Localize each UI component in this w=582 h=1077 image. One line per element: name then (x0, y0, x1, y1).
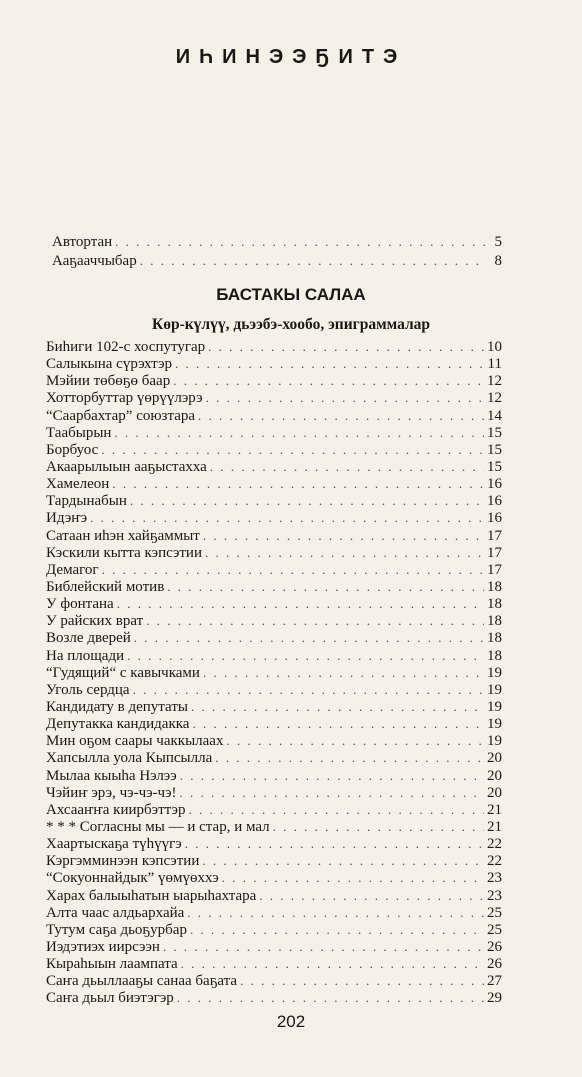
dot-leader (115, 233, 485, 250)
toc-entry-title: “Сокуоннайдык” үөмүөххэ (46, 870, 219, 887)
toc-entry (52, 252, 502, 271)
toc-entry (46, 749, 502, 766)
toc-entry-page: 22 (487, 853, 502, 870)
toc-entry-page: 16 (487, 510, 502, 527)
dot-leader (240, 972, 484, 989)
dot-leader (191, 698, 484, 715)
dot-leader (140, 252, 485, 269)
toc-entry-title: Кыраһыын лаампата (46, 956, 178, 973)
dot-leader (175, 355, 485, 372)
toc-entry (46, 664, 502, 681)
dot-leader (101, 441, 484, 458)
dot-leader (180, 784, 484, 801)
dot-leader (127, 647, 484, 664)
toc-entry-page: 16 (487, 476, 502, 493)
dot-leader (133, 681, 484, 698)
toc-entry (46, 989, 502, 1006)
toc-entry (46, 595, 502, 612)
toc-entry-page: 18 (487, 613, 502, 630)
toc-entry-title: На площади (46, 647, 125, 664)
toc-entry-title: Ааҕааччыбар (52, 253, 137, 269)
toc-entry (46, 338, 502, 355)
toc-entry-title: Мэйии төбөҕө баар (46, 373, 171, 390)
toc-entry-page: 20 (487, 767, 502, 784)
dot-leader (180, 767, 484, 784)
toc-entry-page: 18 (487, 630, 502, 647)
toc-entry (46, 458, 502, 475)
toc-entry (46, 561, 502, 578)
dot-leader (112, 475, 484, 492)
toc-entry (46, 972, 502, 989)
toc-entry-page: 17 (487, 527, 502, 544)
toc-entry-page: 20 (487, 750, 502, 767)
toc-entry-page: 11 (487, 356, 502, 373)
dot-leader (203, 664, 484, 681)
dot-leader (114, 424, 484, 441)
toc-entry (46, 475, 502, 492)
toc-entry-title: Депутакка кандидакка (46, 716, 190, 733)
toc-entry (46, 818, 502, 835)
toc-entry-page: 19 (487, 733, 502, 750)
toc-entry-page: 17 (487, 544, 502, 561)
toc-entry (46, 492, 502, 509)
dot-leader (187, 904, 484, 921)
dot-leader (117, 595, 484, 612)
toc-entry-page: 22 (487, 836, 502, 853)
toc-entry-title: Уголь сердца (46, 681, 130, 698)
dot-leader (173, 372, 484, 389)
toc-entry-page: 19 (487, 716, 502, 733)
table-of-contents (46, 338, 502, 1006)
toc-entry-title: Кандидату в депутаты (46, 698, 188, 715)
toc-entry-page: 26 (487, 956, 502, 973)
dot-leader (192, 715, 484, 732)
toc-entry-title: Демагог (46, 561, 99, 578)
toc-entry-page: 8 (494, 253, 502, 269)
dot-leader (215, 749, 484, 766)
toc-entry (46, 355, 502, 372)
toc-entry-title: Таабырын (46, 424, 112, 441)
toc-entry-page: 18 (487, 578, 502, 595)
dot-leader (208, 338, 484, 355)
toc-entry (46, 835, 502, 852)
page-title: ИҺИНЭЭҔИТЭ (175, 46, 407, 68)
dot-leader (167, 578, 484, 595)
dot-leader (181, 955, 484, 972)
toc-entry-page: 19 (487, 698, 502, 715)
toc-entry-page: 26 (487, 938, 502, 955)
toc-entry-title: Харах балыыһатын ыарыһахтара (46, 887, 257, 904)
toc-entry (46, 647, 502, 664)
toc-entry-page: 23 (487, 887, 502, 904)
toc-entry (46, 424, 502, 441)
dot-leader (185, 835, 484, 852)
intro-toc (52, 233, 502, 271)
page-number: 202 (276, 1012, 306, 1031)
toc-entry-title: Сатаан иһэн хайҕаммыт (46, 527, 200, 544)
toc-entry (46, 544, 502, 561)
toc-entry (46, 441, 502, 458)
toc-entry (46, 612, 502, 629)
toc-entry-page: 21 (487, 818, 502, 835)
toc-entry-title: “Саарбахтар” союзтара (46, 407, 196, 424)
dot-leader (206, 389, 484, 406)
toc-entry-title: Хотторбуттар үөрүүлэрэ (46, 390, 203, 407)
toc-entry-page: 14 (487, 407, 502, 424)
toc-entry-title: Тардынабын (46, 493, 127, 510)
toc-entry (46, 869, 502, 886)
toc-entry-title: Хапсылла уола Кыпсылла (46, 750, 213, 767)
toc-entry-title: Салыкына сүрэхтэр (46, 356, 173, 373)
dot-leader (226, 732, 484, 749)
toc-entry-title: Кэргэмминээн кэпсэтии (46, 853, 200, 870)
toc-entry (46, 527, 502, 544)
section-title: БАСТАКЫ САЛАА (216, 285, 366, 304)
toc-entry-title: Мылаа кыыһа Нэлээ (46, 767, 177, 784)
toc-entry (46, 887, 502, 904)
toc-entry (46, 629, 502, 646)
toc-entry (52, 233, 502, 252)
dot-leader (146, 612, 484, 629)
toc-entry-page: 29 (487, 990, 502, 1007)
toc-entry-title: Алта чаас алдьархайа (46, 904, 185, 921)
dot-leader (163, 938, 484, 955)
dot-leader (134, 629, 484, 646)
toc-entry-page: 15 (487, 441, 502, 458)
dot-leader (259, 887, 484, 904)
toc-entry (46, 801, 502, 818)
toc-entry-title: Идэҥэ (46, 510, 88, 527)
dot-leader (202, 852, 484, 869)
toc-entry-title: Кэскили кытта кэпсэтии (46, 544, 202, 561)
toc-entry-title: Саҥа дьыллааҕы санаа баҕата (46, 973, 238, 990)
dot-leader (130, 492, 484, 509)
dot-leader (190, 921, 484, 938)
toc-entry (46, 578, 502, 595)
dot-leader (273, 818, 484, 835)
toc-entry-page: 25 (487, 904, 502, 921)
toc-entry (46, 921, 502, 938)
toc-entry-title: Иэдэтиэх иирсээн (46, 938, 160, 955)
toc-entry (46, 715, 502, 732)
dot-leader (177, 989, 484, 1006)
toc-entry-page: 18 (487, 647, 502, 664)
toc-entry-page: 19 (487, 681, 502, 698)
toc-entry-title: Тутум саҕа дьоҕурбар (46, 921, 187, 938)
toc-entry-title: Чэйиҥ эрэ, чэ-чэ-чэ! (46, 784, 177, 801)
toc-entry-title: Библейский мотив (46, 578, 165, 595)
toc-entry-page: 27 (487, 973, 502, 990)
toc-entry (46, 852, 502, 869)
toc-entry-page: 15 (487, 424, 502, 441)
toc-entry-title: Акаарылыын ааҕыстахха (46, 458, 207, 475)
toc-entry-page: 17 (487, 561, 502, 578)
toc-entry-page: 10 (487, 339, 502, 355)
toc-entry-page: 5 (494, 234, 502, 250)
toc-entry (46, 389, 502, 406)
toc-entry-title: Саҥа дьыл биэтэгэр (46, 990, 174, 1007)
toc-entry-page: 12 (487, 390, 502, 407)
toc-entry (46, 767, 502, 784)
toc-entry (46, 407, 502, 424)
toc-entry-page: 15 (487, 458, 502, 475)
dot-leader (210, 458, 484, 475)
toc-entry-title: Хамелеон (46, 476, 110, 493)
toc-entry-page: 21 (487, 801, 502, 818)
toc-entry-page: 12 (487, 373, 502, 390)
toc-entry-title: У фонтана (46, 596, 114, 613)
toc-entry-page: 25 (487, 921, 502, 938)
toc-entry-title: Борбуос (46, 441, 99, 458)
toc-entry-title: Автортан (52, 234, 113, 250)
dot-leader (102, 561, 484, 578)
toc-entry (46, 681, 502, 698)
toc-entry-title: Возле дверей (46, 630, 131, 647)
dot-leader (189, 801, 485, 818)
dot-leader (198, 407, 484, 424)
dot-leader (90, 509, 484, 526)
toc-entry (46, 732, 502, 749)
toc-entry-title: Мин оҕом саары чаккылаах (46, 733, 224, 750)
dot-leader (203, 527, 484, 544)
toc-entry-page: 19 (487, 664, 502, 681)
toc-entry-page: 18 (487, 596, 502, 613)
toc-entry (46, 509, 502, 526)
dot-leader (222, 869, 484, 886)
toc-entry (46, 904, 502, 921)
toc-entry (46, 372, 502, 389)
toc-entry (46, 938, 502, 955)
toc-entry-title: Хаартыскаҕа түһүүгэ (46, 836, 182, 853)
dot-leader (205, 544, 484, 561)
toc-entry-page: 20 (487, 784, 502, 801)
toc-entry (46, 955, 502, 972)
toc-entry-title: У райских врат (46, 613, 144, 630)
toc-entry-page: 23 (487, 870, 502, 887)
toc-entry-title: “Гудящий“ с кавычками (46, 664, 200, 681)
toc-entry-page: 16 (487, 493, 502, 510)
toc-entry-title: Биһиги 102-с хоспутугар (46, 339, 206, 355)
subsection-title: Көр-күлүү, дьээбэ-хообо, эпиграммалар (151, 316, 431, 333)
toc-entry (46, 784, 502, 801)
toc-entry-title: Ахсааҥҥа киирбэттэр (46, 801, 186, 818)
toc-entry (46, 698, 502, 715)
toc-entry-title: * * * Согласны мы — и стар, и мал (46, 818, 270, 835)
